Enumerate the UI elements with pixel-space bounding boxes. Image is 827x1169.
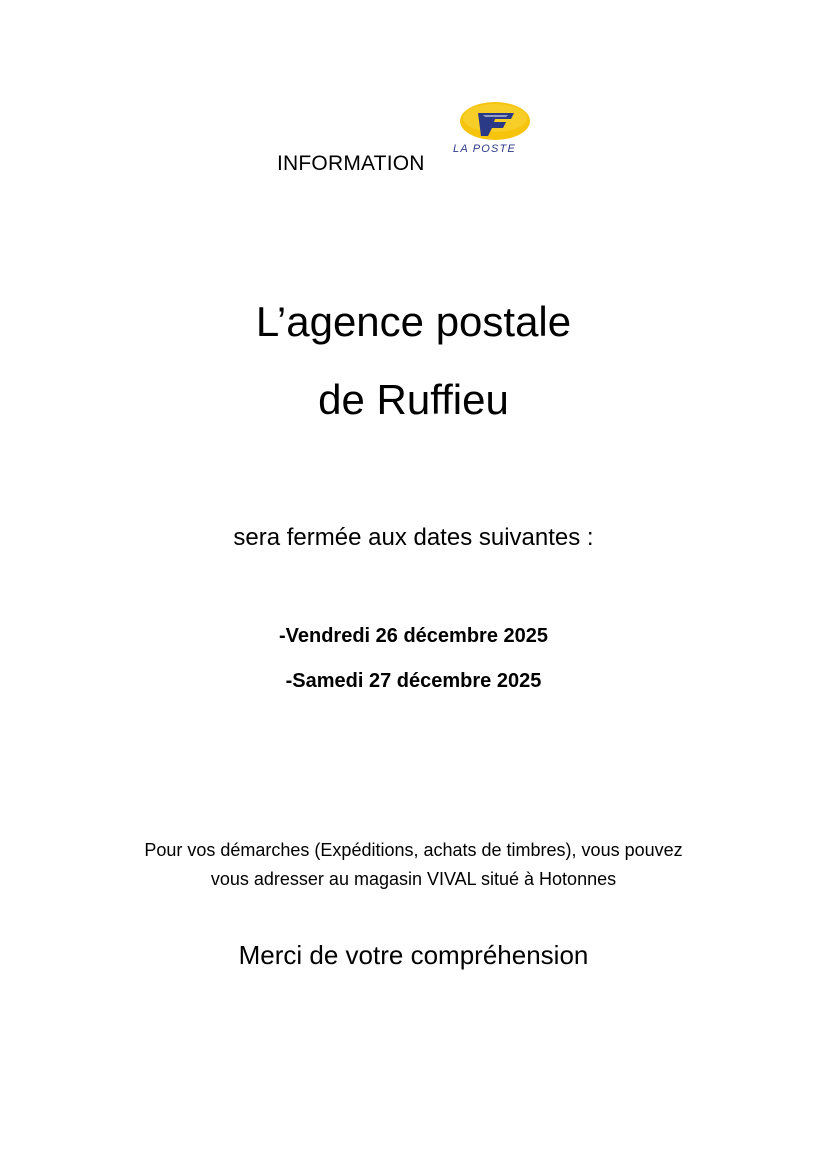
la-poste-logo	[448, 100, 546, 158]
closure-date: -Vendredi 26 décembre 2025	[278, 625, 549, 647]
closure-date: -Samedi 27 décembre 2025	[285, 670, 542, 692]
closure-dates	[0, 622, 827, 712]
alternative-notice	[0, 836, 827, 894]
notice-line-2: vous adresser au magasin VIVAL situé à Hotonnes	[210, 869, 617, 889]
logo-text: LA POSTE	[453, 143, 516, 155]
notice-line-1: Pour vos démarches (Expéditions, achats de timbres), vous pouvez	[144, 840, 683, 860]
closing-message: Merci de votre compréhension	[238, 940, 589, 970]
title-line-2: de Ruffieu	[318, 376, 509, 423]
subtitle: sera fermée aux dates suivantes :	[233, 524, 594, 551]
header-label: INFORMATION	[277, 152, 425, 175]
title-line-1: L’agence postale	[255, 298, 572, 345]
